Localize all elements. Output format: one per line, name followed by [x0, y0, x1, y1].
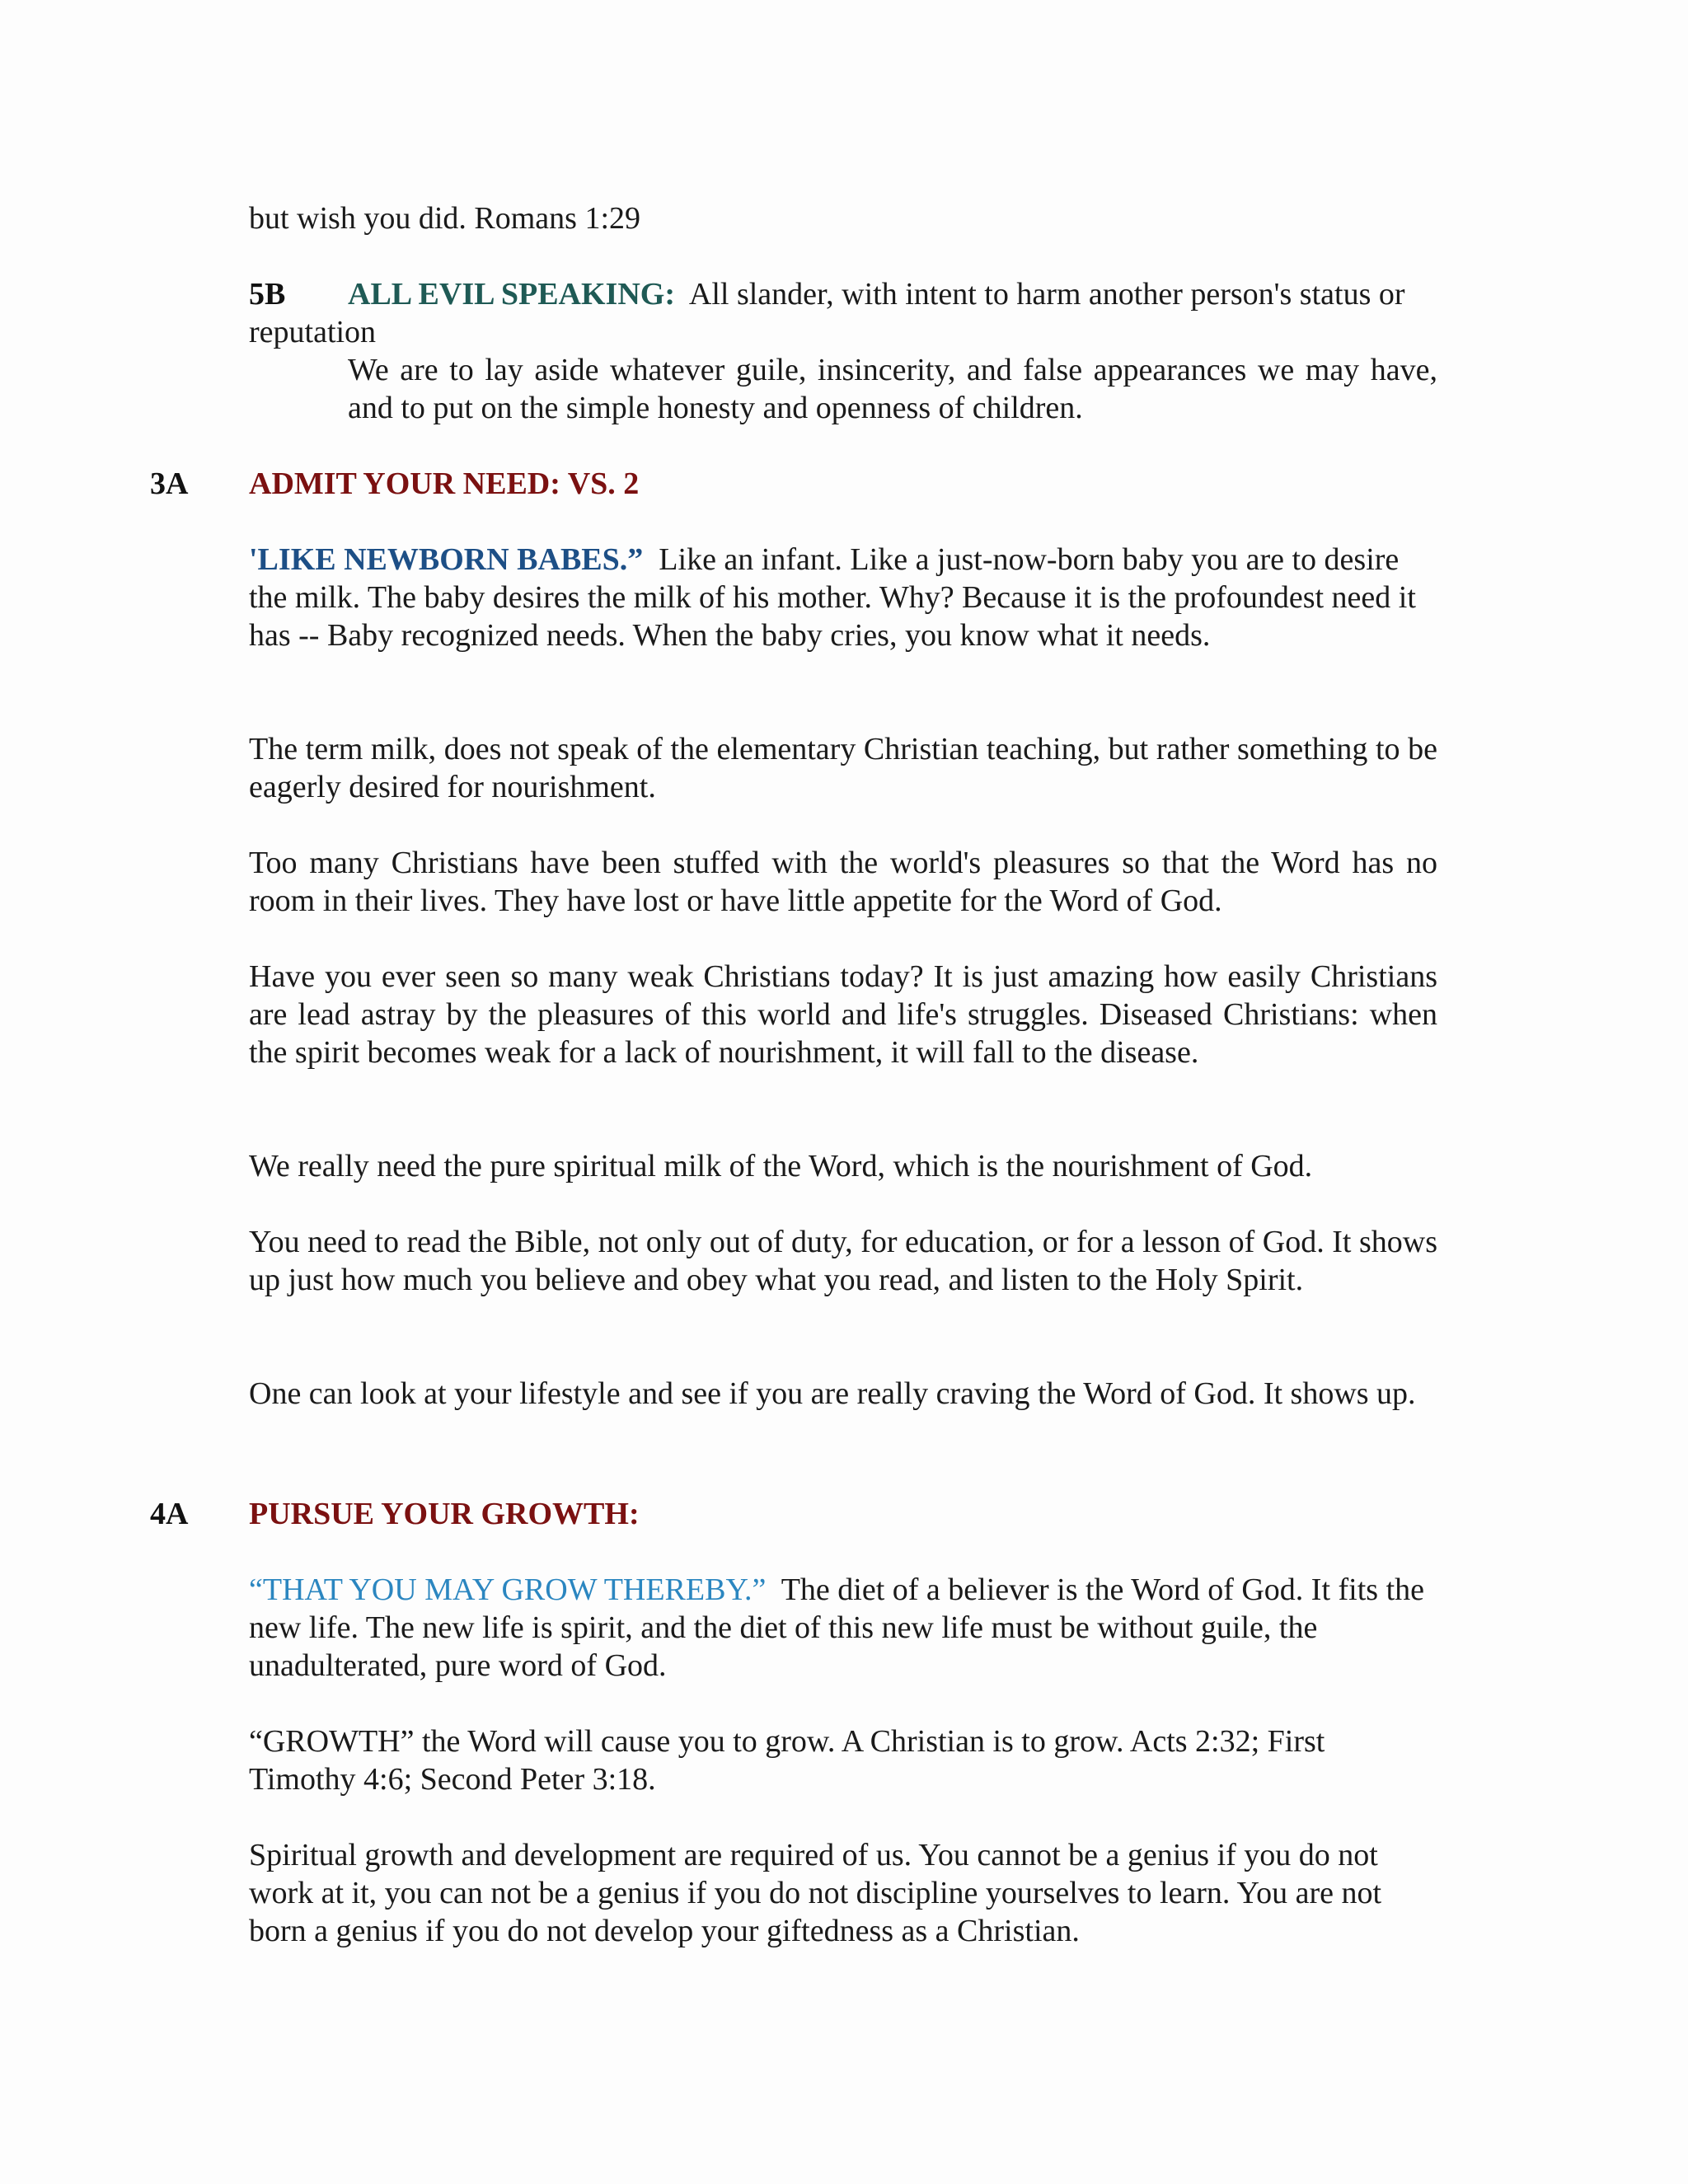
- paragraph-text: “GROWTH” the Word will cause you to grow. A Christian is to grow. Acts 2:32; First Timothy 4:6; Second Peter 3:18.: [249, 1724, 1325, 1797]
- section-5b-indent: [348, 351, 1437, 427]
- paragraph-4a-3: [249, 1836, 1437, 1950]
- section-heading-4a: PURSUE YOUR GROWTH:: [249, 1497, 640, 1531]
- paragraph-3a-lead: [249, 541, 1437, 654]
- paragraph-text: Too many Christians have been stuffed with the world's pleasures so that the Word has no room in their lives. They have lost or have little appetite for the Word of God.: [249, 846, 1437, 918]
- paragraph-3a-7: [249, 1375, 1437, 1413]
- section-heading: ALL EVIL SPEAKING:: [348, 277, 675, 312]
- paragraph-continuation: [249, 199, 1437, 237]
- section-number: 5B: [249, 277, 286, 312]
- paragraph-3a-4: [249, 958, 1437, 1071]
- paragraph-text: Spiritual growth and development are required of us. You cannot be a genius if you do not work at it, you can not be a genius if you do not discipline yourselves to learn. You are not born a genius if you do not develop your giftedness as a Christian.: [249, 1838, 1382, 1948]
- indent-text: We are to lay aside whatever guile, insincerity, and false appearances we may have, and to put on the simple honesty and openness of children.: [348, 353, 1437, 425]
- lead-quote: “THAT YOU MAY GROW THEREBY.”: [249, 1572, 767, 1607]
- paragraph-4a-lead: [249, 1571, 1437, 1685]
- paragraph-text: One can look at your lifestyle and see if you are really craving the Word of God. It shows up.: [249, 1376, 1416, 1411]
- section-5b: [249, 275, 1437, 351]
- paragraph-3a-2: [249, 730, 1437, 806]
- lead-text: The diet of a believer is the Word of God. It fits the new life. The new life is spirit, and the diet of this new life must be without guile, the unadulterated, pure word of God.: [249, 1572, 1425, 1683]
- paragraph-text: Have you ever seen so many weak Christians today? It is just amazing how easily Christians are lead astray by the pleasures of this world and life's struggles. Diseased Christians: when the spirit becomes weak for a lack of nourishment, it will fall to the disease.: [249, 959, 1437, 1070]
- paragraph-3a-6: [249, 1223, 1437, 1299]
- section-text: All slander, with intent to harm another person's status or reputation: [249, 277, 1405, 349]
- section-number-3a: 3A: [150, 466, 189, 501]
- section-heading-3a: ADMIT YOUR NEED: VS. 2: [249, 466, 640, 501]
- paragraph-3a-3: [249, 844, 1437, 920]
- paragraph-text: The term milk, does not speak of the elementary Christian teaching, but rather something to be eagerly desired for nourishment.: [249, 732, 1437, 804]
- paragraph-text: We really need the pure spiritual milk of the Word, which is the nourishment of God.: [249, 1149, 1313, 1183]
- lead-quote: 'LIKE NEWBORN BABES.”: [249, 542, 644, 577]
- paragraph-3a-5: [249, 1147, 1437, 1185]
- paragraph-text: You need to read the Bible, not only out of duty, for education, or for a lesson of God. It shows up just how much you believe and obey what you read, and listen to the Holy Spirit.: [249, 1225, 1437, 1297]
- paragraph-4a-2: [249, 1722, 1437, 1798]
- paragraph-text: but wish you did. Romans 1:29: [249, 201, 641, 236]
- section-number-4a: 4A: [150, 1497, 189, 1531]
- lead-text: Like an infant. Like a just-now-born baby you are to desire the milk. The baby desires the milk of his mother. Why? Because it is the profoundest need it has -- Baby recognized needs. When the baby cries, you know what it needs.: [249, 542, 1416, 653]
